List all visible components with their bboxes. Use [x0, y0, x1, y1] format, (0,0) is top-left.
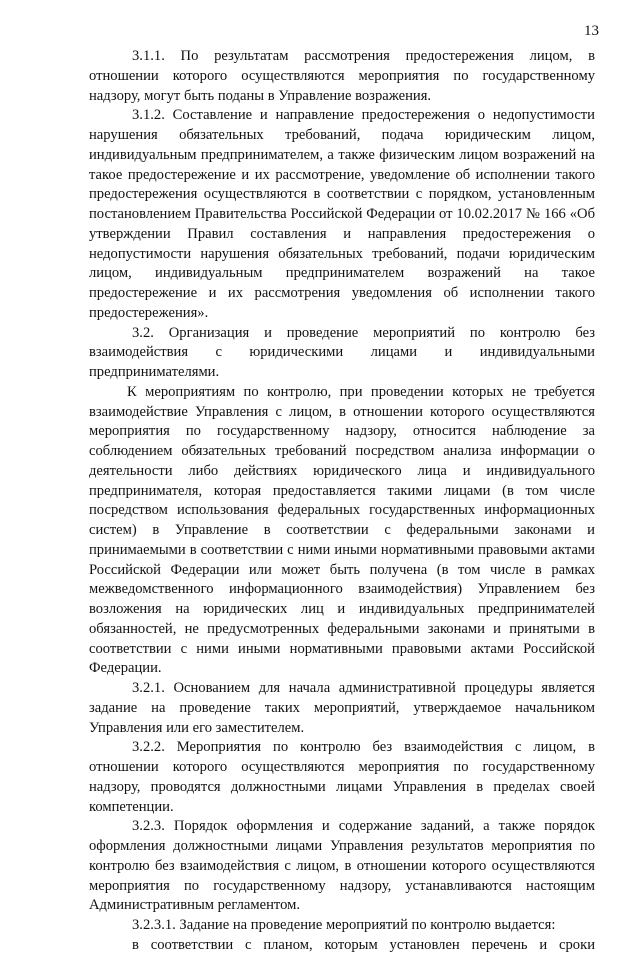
paragraph-3-2-3-1: 3.2.3.1. Задание на проведение мероприятий по контролю выдается:: [132, 917, 556, 933]
paragraph-3-2-1: 3.2.1. Основанием для начала административной процедуры является задание на проведение таких мероприятий, утверждаемое начальником Управления или его заместителем.: [89, 680, 595, 736]
paragraph-3-2-2: 3.2.2. Мероприятия по контролю без взаимодействия с лицом, в отношении которого осуществляются мероприятия по государственному надзору, проводятся должностными лицами Управления в пределах своей компетенции.: [89, 739, 595, 815]
paragraph-3-1-1: 3.1.1. По результатам рассмотрения предостережения лицом, в отношении которого осуществляются мероприятия по государственному надзору, могут быть поданы в Управление возражения.: [89, 48, 595, 104]
paragraph-control-measures: К мероприятиям по контролю, при проведении которых не требуется взаимодействие Управления с лицом, в отношении которого осуществляются мероприятия по государственному надзору, относится наблюдение за соблюдением обязательных требований посредством анализа информации о деятельности либо действиях юридического лица и индивидуального предпринимателя, которая предоставляется такими лицами (в том числе посредством использования федеральных государственных информационных систем) в Управление в соответствии с федеральными законами и принимаемыми в соответствии с ними иными нормативными правовыми актами Российской Федерации или может быть получена (в том числе в рамках межведомственного информационного взаимодействия) Управлением без возложения на юридических лиц и индивидуальных предпринимателей обязанностей, не предусмотренных федеральными законами и принятыми в соответствии с ними иными нормативными правовыми актами Российской Федерации.: [89, 383, 595, 677]
paragraph-plan-continuation: в соответствии с планом, которым установлен перечень и сроки: [132, 936, 595, 953]
document-body: [89, 47, 595, 956]
paragraph-3-1-2: 3.1.2. Составление и направление предостережения о недопустимости нарушения обязательных требований, подача юридическим лицом, индивидуальным предпринимателем, а также физическим лицом возражений на такое предостережение и их рассмотрение, уведомление об исполнении такого предостережения осуществляются в соответствии с порядком, установленным постановлением Правительства Российской Федерации от 10.02.2017 № 166 «Об утверждении Правил составления и направления предостережения о недопустимости нарушения обязательных требований, подачи юридическим лицом, индивидуальным предпринимателем возражений на такое предостережение и их рассмотрения уведомления об исполнении такого предостережения».: [89, 107, 595, 321]
page-number: 13: [584, 23, 599, 39]
paragraph-3-2-3: 3.2.3. Порядок оформления и содержание заданий, а также порядок оформления должностными лицами Управления результатов мероприятия по контролю без взаимодействия с лицом, в отношении которого осуществляются мероприятия по государственному надзору, устанавливаются настоящим Административным регламентом.: [89, 818, 595, 914]
paragraph-3-2: 3.2. Организация и проведение мероприятий по контролю без взаимодействия с юридическими лицами и индивидуальными предпринимателями.: [89, 324, 595, 380]
